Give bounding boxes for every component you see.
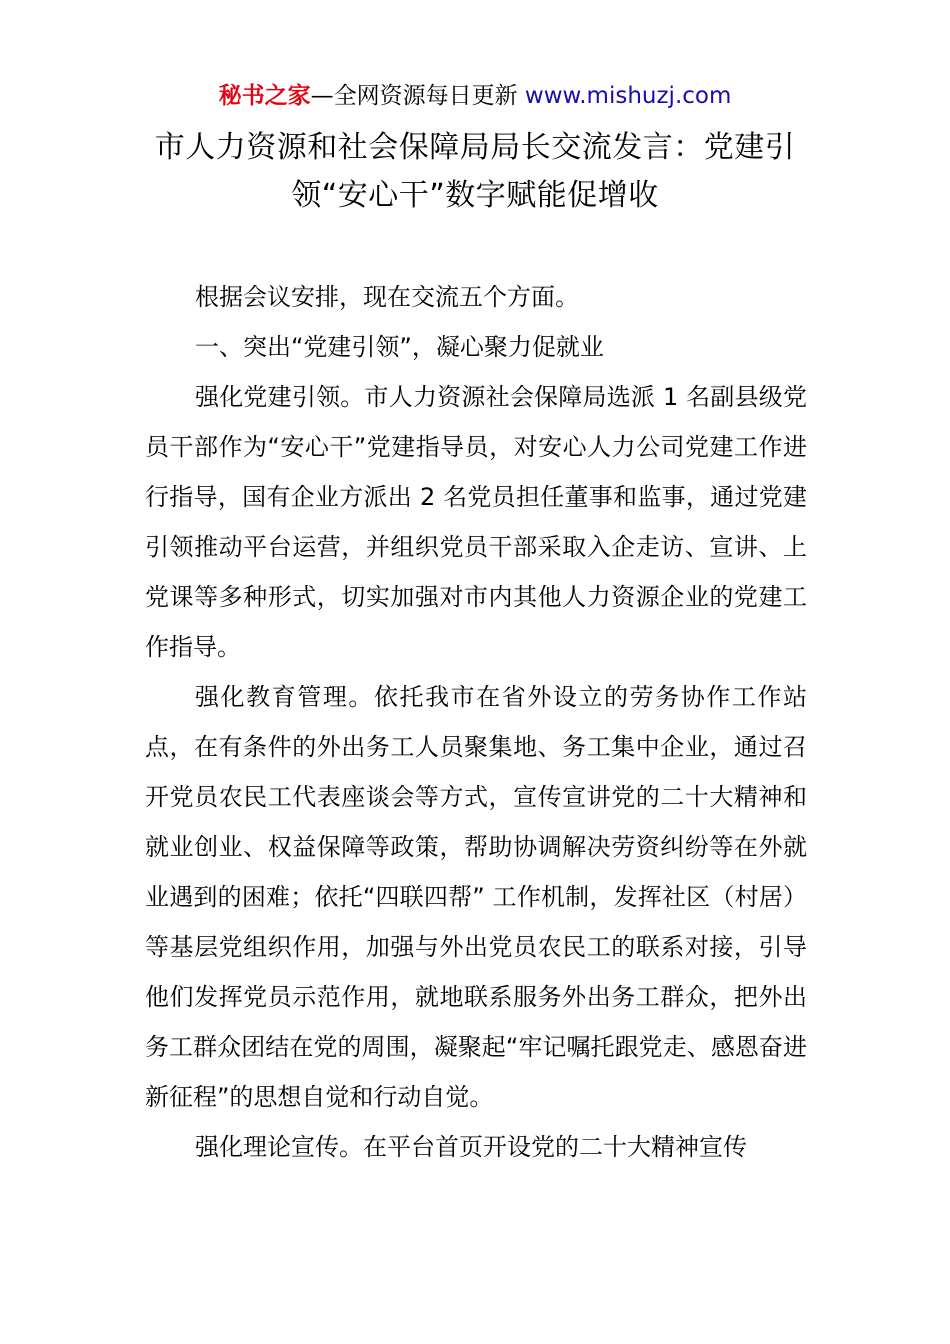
paragraph-party-leadership: 强化党建引领。市人力资源社会保障局选派 1 名副县级党员干部作为“安心干”党建指导员，对安心人力公司党建工作进行指导，国有企业方派出 2 名党员担任董事和监事，通过党建引领推动平台运营，并组织党员干部采取入企走访、宣讲、上党课等多种形式，切实加强对市内其他人力资源企业的党建工作指导。 bbox=[145, 383, 807, 661]
document-body bbox=[145, 272, 807, 1172]
site-brand: 秘书之家 bbox=[218, 83, 311, 109]
site-header bbox=[0, 80, 950, 112]
paragraph-education-management: 强化教育管理。依托我市在省外设立的劳务协作工作站点，在有条件的外出务工人员聚集地、务工集中企业，通过召开党员农民工代表座谈会等方式，宣传宣讲党的二十大精神和就业创业、权益保障等政策，帮助协调解决劳资纠纷等在外就业遇到的困难；依托“四联四帮” 工作机制，发挥社区（村居）等基层党组织作用，加强与外出党员农民工的联系对接，引导他们发挥党员示范作用，就地联系服务外出务工群众，把外出务工群众团结在党的周围，凝聚起“牢记嘱托跟党走、感恩奋进新征程”的思想自觉和行动自觉。 bbox=[145, 683, 807, 1111]
site-url-link[interactable]: www.mishuzj.com bbox=[524, 83, 732, 109]
paragraph-theory-promotion: 强化理论宣传。在平台首页开设党的二十大精神宣传 bbox=[195, 1133, 747, 1161]
document-title: 市人力资源和社会保障局局长交流发言：党建引领“安心干”数字赋能促增收 bbox=[154, 130, 796, 213]
paragraph-intro: 根据会议安排，现在交流五个方面。 bbox=[195, 283, 579, 311]
site-tagline: —全网资源每日更新 bbox=[310, 83, 525, 109]
section-heading-1: 一、突出“党建引领”，凝心聚力促就业 bbox=[195, 333, 604, 361]
